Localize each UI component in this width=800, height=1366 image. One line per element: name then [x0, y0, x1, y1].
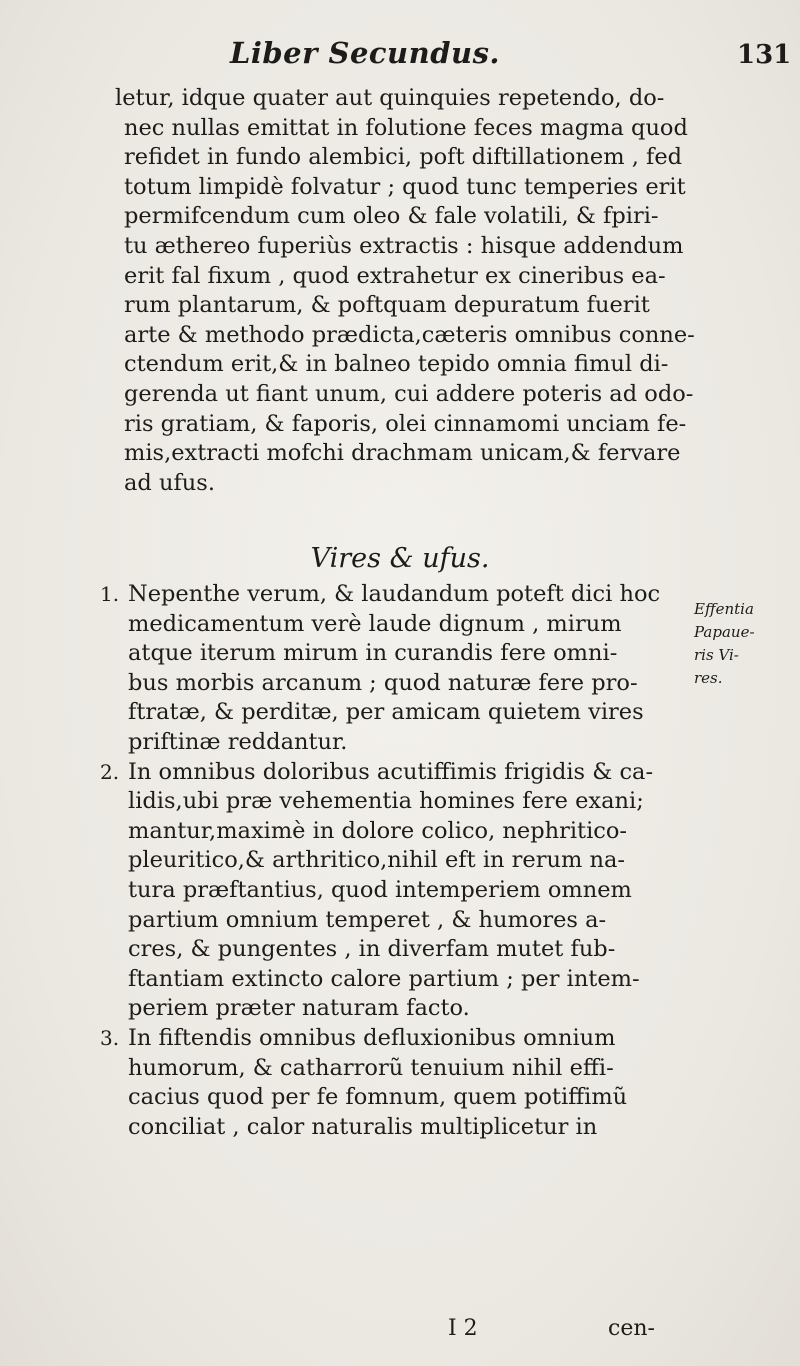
margin-note-line: res.: [694, 669, 723, 687]
text-line: atque iterum mirum in curandis fere omni-: [128, 640, 618, 667]
text-line: periem præter naturam facto.: [128, 995, 470, 1022]
section-heading: Vires & ufus.: [310, 543, 490, 574]
text-line: mantur,maximè in dolore colico, nephritico-: [128, 817, 628, 844]
margin-note-line: Effentia: [694, 600, 754, 618]
text-line: mis,extracti mofchi drachmam unicam,& fervare: [124, 440, 681, 467]
text-line: Nepenthe verum, & laudandum poteft dici hoc: [128, 581, 661, 607]
signature-mark: I 2: [448, 1316, 478, 1341]
text-line: gerenda ut fiant unum, cui addere poteris ad odo-: [124, 381, 694, 407]
text-line: ris gratiam, & faporis, olei cinnamomi unciam fe-: [124, 410, 687, 437]
text-line: ad ufus.: [124, 469, 215, 496]
text-line: In omnibus doloribus acutiffimis frigidis & ca-: [128, 758, 654, 785]
text-line: cres, & pungentes , in diverfam mutet fub-: [128, 936, 616, 963]
text-line: In fiftendis omnibus defluxionibus omnium: [128, 1025, 616, 1051]
text-line: cacius quod per fe fomnum, quem potiffimũ: [128, 1084, 628, 1111]
text-line: erit fal fixum , quod extrahetur ex cineribus ea-: [124, 262, 666, 289]
text-line: humorum, & catharrorũ tenuium nihil effi-: [128, 1054, 614, 1081]
item-number: 2.: [100, 759, 120, 784]
margin-note: [694, 598, 798, 690]
text-line: pleuritico,& arthritico,nihil eft in rerum na-: [128, 847, 625, 874]
text-line: letur, idque quater aut quinquies repetendo, do-: [115, 85, 665, 111]
text-line: permifcendum cum oleo & fale volatili, & fpiri-: [124, 203, 659, 230]
text-line: refidet in fundo alembici, poft diftillationem , fed: [124, 144, 683, 171]
item-number: 1.: [100, 582, 120, 606]
text-line: rum plantarum, & poftquam depuratum fuerit: [124, 292, 650, 319]
text-line: ctendum erit,& in balneo tepido omnia fimul di-: [124, 351, 669, 378]
page-number: 131: [737, 40, 792, 70]
text-line: medicamentum verè laude dignum , mirum: [128, 610, 622, 637]
text-line: bus morbis arcanum ; quod naturæ fere pro-: [128, 669, 638, 696]
text-line: conciliat , calor naturalis multiplicetur in: [128, 1113, 598, 1140]
text-line: tu æthereo fuperiùs extractis : hisque addendum: [124, 233, 684, 259]
text-line: partium omnium temperet , & humores a-: [128, 906, 607, 933]
text-line: ftratæ, & perditæ, per amicam quietem vires: [128, 699, 644, 726]
running-head-title: Liber Secundus.: [230, 36, 501, 70]
text-line: arte & methodo prædicta,cæteris omnibus conne-: [124, 321, 695, 348]
item-number: 3.: [100, 1026, 120, 1050]
text-line: tura præftantius, quod intemperiem omnem: [128, 877, 632, 903]
text-line: nec nullas emittat in folutione feces magma quod: [124, 114, 688, 141]
text-line: ftantiam extincto calore partium ; per intem-: [128, 965, 640, 992]
text-line: lidis,ubi præ vehementia homines fere exani;: [128, 788, 644, 815]
margin-note-line: Papaue-: [694, 623, 755, 641]
text-line: priftinæ reddantur.: [128, 729, 348, 755]
text-line: totum limpidè folvatur ; quod tunc temperies erit: [124, 173, 686, 200]
margin-note-line: ris Vi-: [694, 646, 739, 664]
catchword: cen-: [608, 1316, 655, 1341]
running-head: [0, 36, 800, 76]
